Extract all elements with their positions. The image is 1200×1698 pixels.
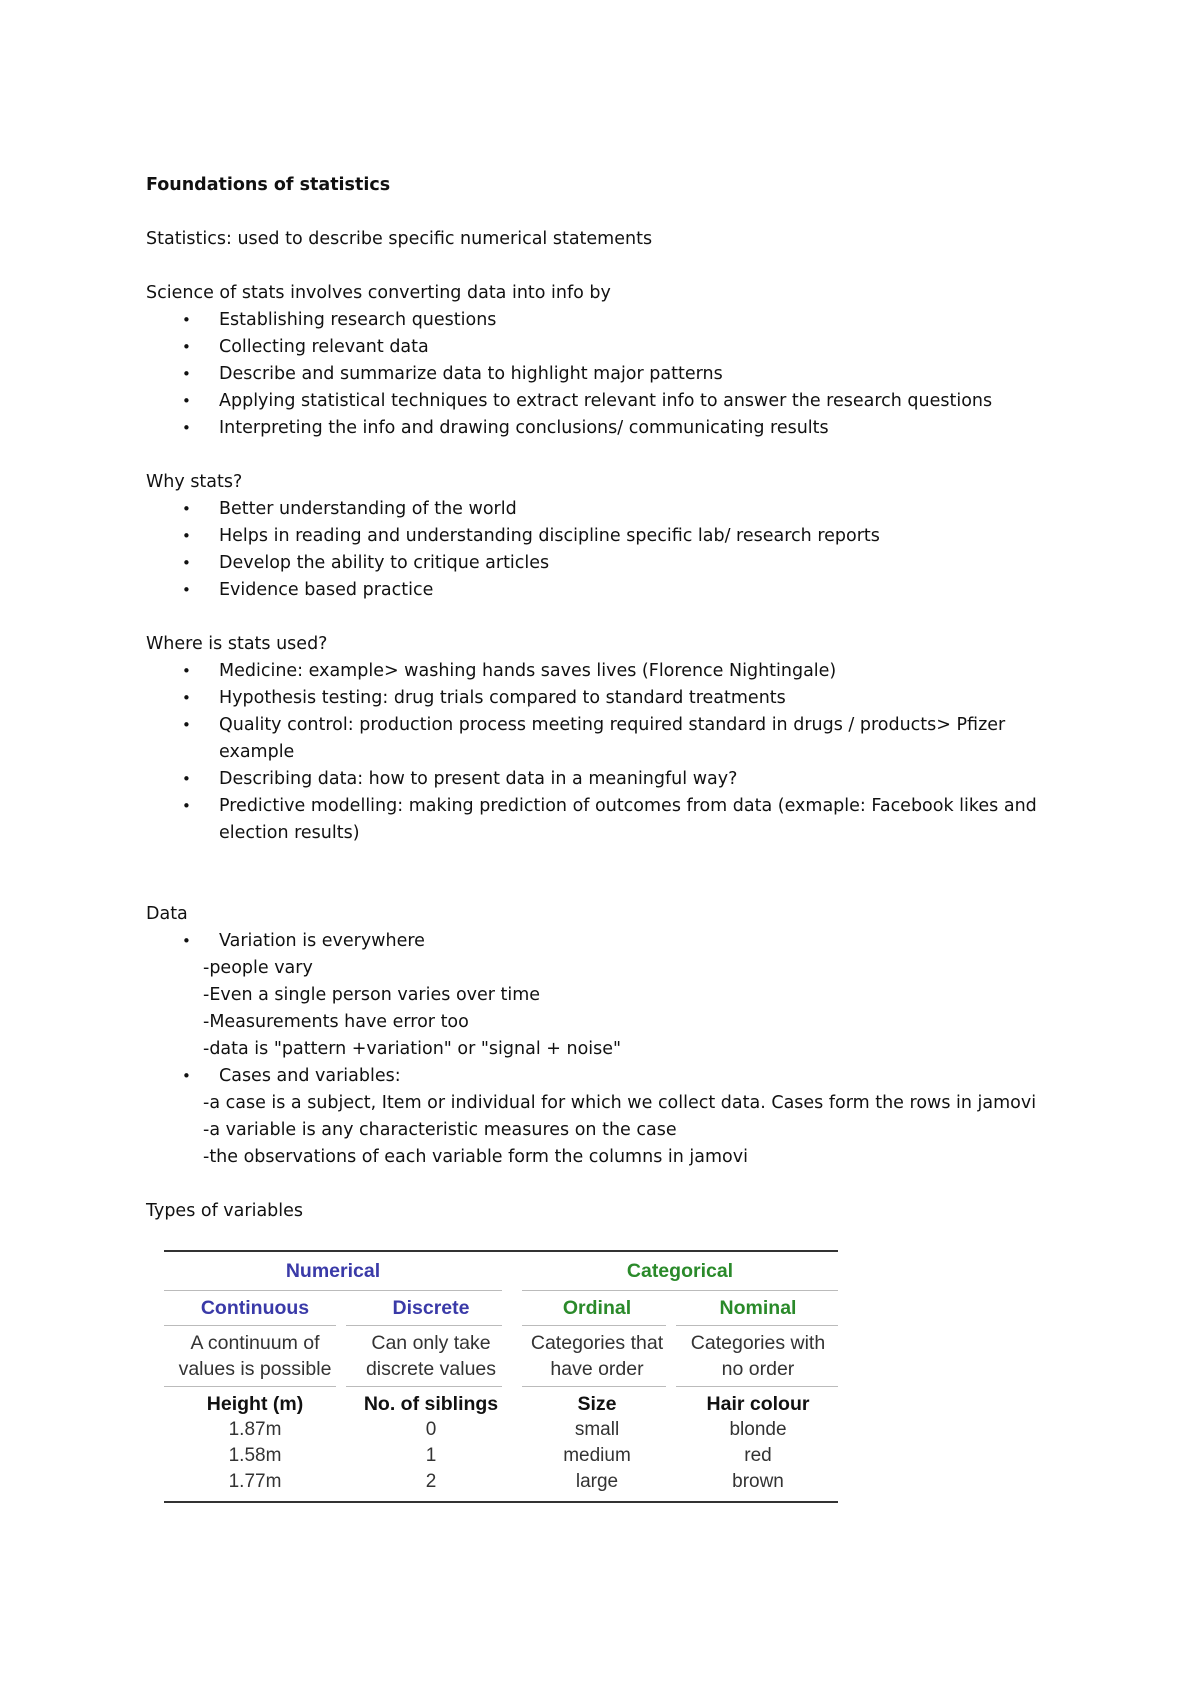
science-intro: Science of stats involves converting data into info by xyxy=(146,283,611,303)
variable-size: Size xyxy=(577,1393,617,1415)
table-row xyxy=(164,1469,838,1495)
table-row xyxy=(164,1443,838,1469)
list-item: -Even a single person varies over time xyxy=(203,985,541,1005)
list-item: • Interpreting the info and drawing conclusions/ communicating results xyxy=(182,418,829,438)
data-list-2 xyxy=(146,1063,1086,1090)
list-item: • Helps in reading and understanding discipline specific lab/ research reports xyxy=(182,526,880,546)
group-numerical: Numerical xyxy=(285,1260,381,1282)
table-cell: blonde xyxy=(729,1419,787,1440)
data-list-1 xyxy=(146,928,1086,955)
table-row xyxy=(164,1417,838,1443)
table-cell: 1.87m xyxy=(228,1419,282,1440)
list-item: • Hypothesis testing: drug trials compared to standard treatments xyxy=(182,688,786,708)
list-item: -the observations of each variable form the columns in jamovi xyxy=(203,1147,748,1167)
desc-nominal: Categories with no order xyxy=(690,1332,826,1380)
variable-height: Height (m) xyxy=(206,1393,304,1415)
list-item: -a case is a subject, Item or individual for which we collect data. Cases form the rows in jamovi xyxy=(203,1093,1037,1113)
list-item: • Develop the ability to critique articles xyxy=(182,553,550,573)
type-nominal: Nominal xyxy=(719,1297,797,1319)
table-cell: red xyxy=(744,1445,772,1466)
desc-discrete: Can only take discrete values xyxy=(365,1332,497,1380)
variable-header-row xyxy=(164,1391,838,1417)
list-item: • Collecting relevant data xyxy=(182,337,429,357)
list-item: • Medicine: example> washing hands saves lives (Florence Nightingale) xyxy=(182,661,837,681)
table-cell: 1.58m xyxy=(228,1445,282,1466)
table-cell: brown xyxy=(732,1471,784,1492)
list-item: • Describe and summarize data to highlight major patterns xyxy=(182,364,723,384)
table-cell: 1 xyxy=(425,1445,437,1466)
variable-siblings: No. of siblings xyxy=(363,1393,499,1415)
group-categorical: Categorical xyxy=(626,1260,734,1282)
desc-ordinal: Categories that have order xyxy=(530,1332,664,1380)
type-rule xyxy=(164,1325,838,1326)
science-list xyxy=(146,307,1086,442)
group-header-row xyxy=(164,1252,838,1290)
list-item: • Evidence based practice xyxy=(182,580,434,600)
variable-types-table xyxy=(164,1250,838,1503)
list-item: • Better understanding of the world xyxy=(182,499,517,519)
type-continuous: Continuous xyxy=(200,1297,310,1319)
list-item: -Measurements have error too xyxy=(203,1012,469,1032)
list-item: • Establishing research questions xyxy=(182,310,497,330)
table-cell: medium xyxy=(563,1445,631,1466)
list-item: -a variable is any characteristic measures on the case xyxy=(203,1120,677,1140)
table-cell: 0 xyxy=(425,1419,437,1440)
desc-rule xyxy=(164,1386,838,1387)
definition: Statistics: used to describe specific numerical statements xyxy=(146,229,653,249)
where-list xyxy=(146,658,1086,847)
list-item: • Applying statistical techniques to extract relevant info to answer the research questions xyxy=(182,391,993,411)
types-heading: Types of variables xyxy=(146,1201,304,1221)
list-item: • Cases and variables: xyxy=(182,1066,401,1086)
type-header-row xyxy=(164,1291,838,1325)
table-cell: 2 xyxy=(425,1471,437,1492)
list-item: -data is "pattern +variation" or "signal + noise" xyxy=(203,1039,622,1059)
desc-continuous: A continuum of values is possible xyxy=(178,1332,332,1380)
document-body xyxy=(146,172,1086,1225)
why-heading: Why stats? xyxy=(146,472,243,492)
data-heading: Data xyxy=(146,904,188,924)
table-cell: 1.77m xyxy=(228,1471,282,1492)
where-heading: Where is stats used? xyxy=(146,634,328,654)
table-cell: small xyxy=(574,1419,620,1440)
description-row xyxy=(164,1326,838,1386)
table-bottom-rule xyxy=(164,1501,838,1503)
list-item: • Describing data: how to present data in a meaningful way? xyxy=(182,769,738,789)
list-item: • Predictive modelling: making prediction of outcomes from data (exmaple: Facebook likes and election results) xyxy=(182,796,1037,843)
doc-title: Foundations of statistics xyxy=(146,175,391,195)
variable-hair-colour: Hair colour xyxy=(706,1393,810,1415)
list-item: -people vary xyxy=(203,958,313,978)
list-item: • Variation is everywhere xyxy=(182,931,425,951)
why-list xyxy=(146,496,1086,604)
list-item: • Quality control: production process meeting required standard in drugs / products> Pfizer example xyxy=(182,715,1006,762)
table-cell: large xyxy=(575,1471,619,1492)
type-ordinal: Ordinal xyxy=(562,1297,632,1319)
data-sub-list-1 xyxy=(146,955,1086,1063)
data-sub-list-2 xyxy=(146,1090,1086,1171)
type-discrete: Discrete xyxy=(392,1297,470,1319)
